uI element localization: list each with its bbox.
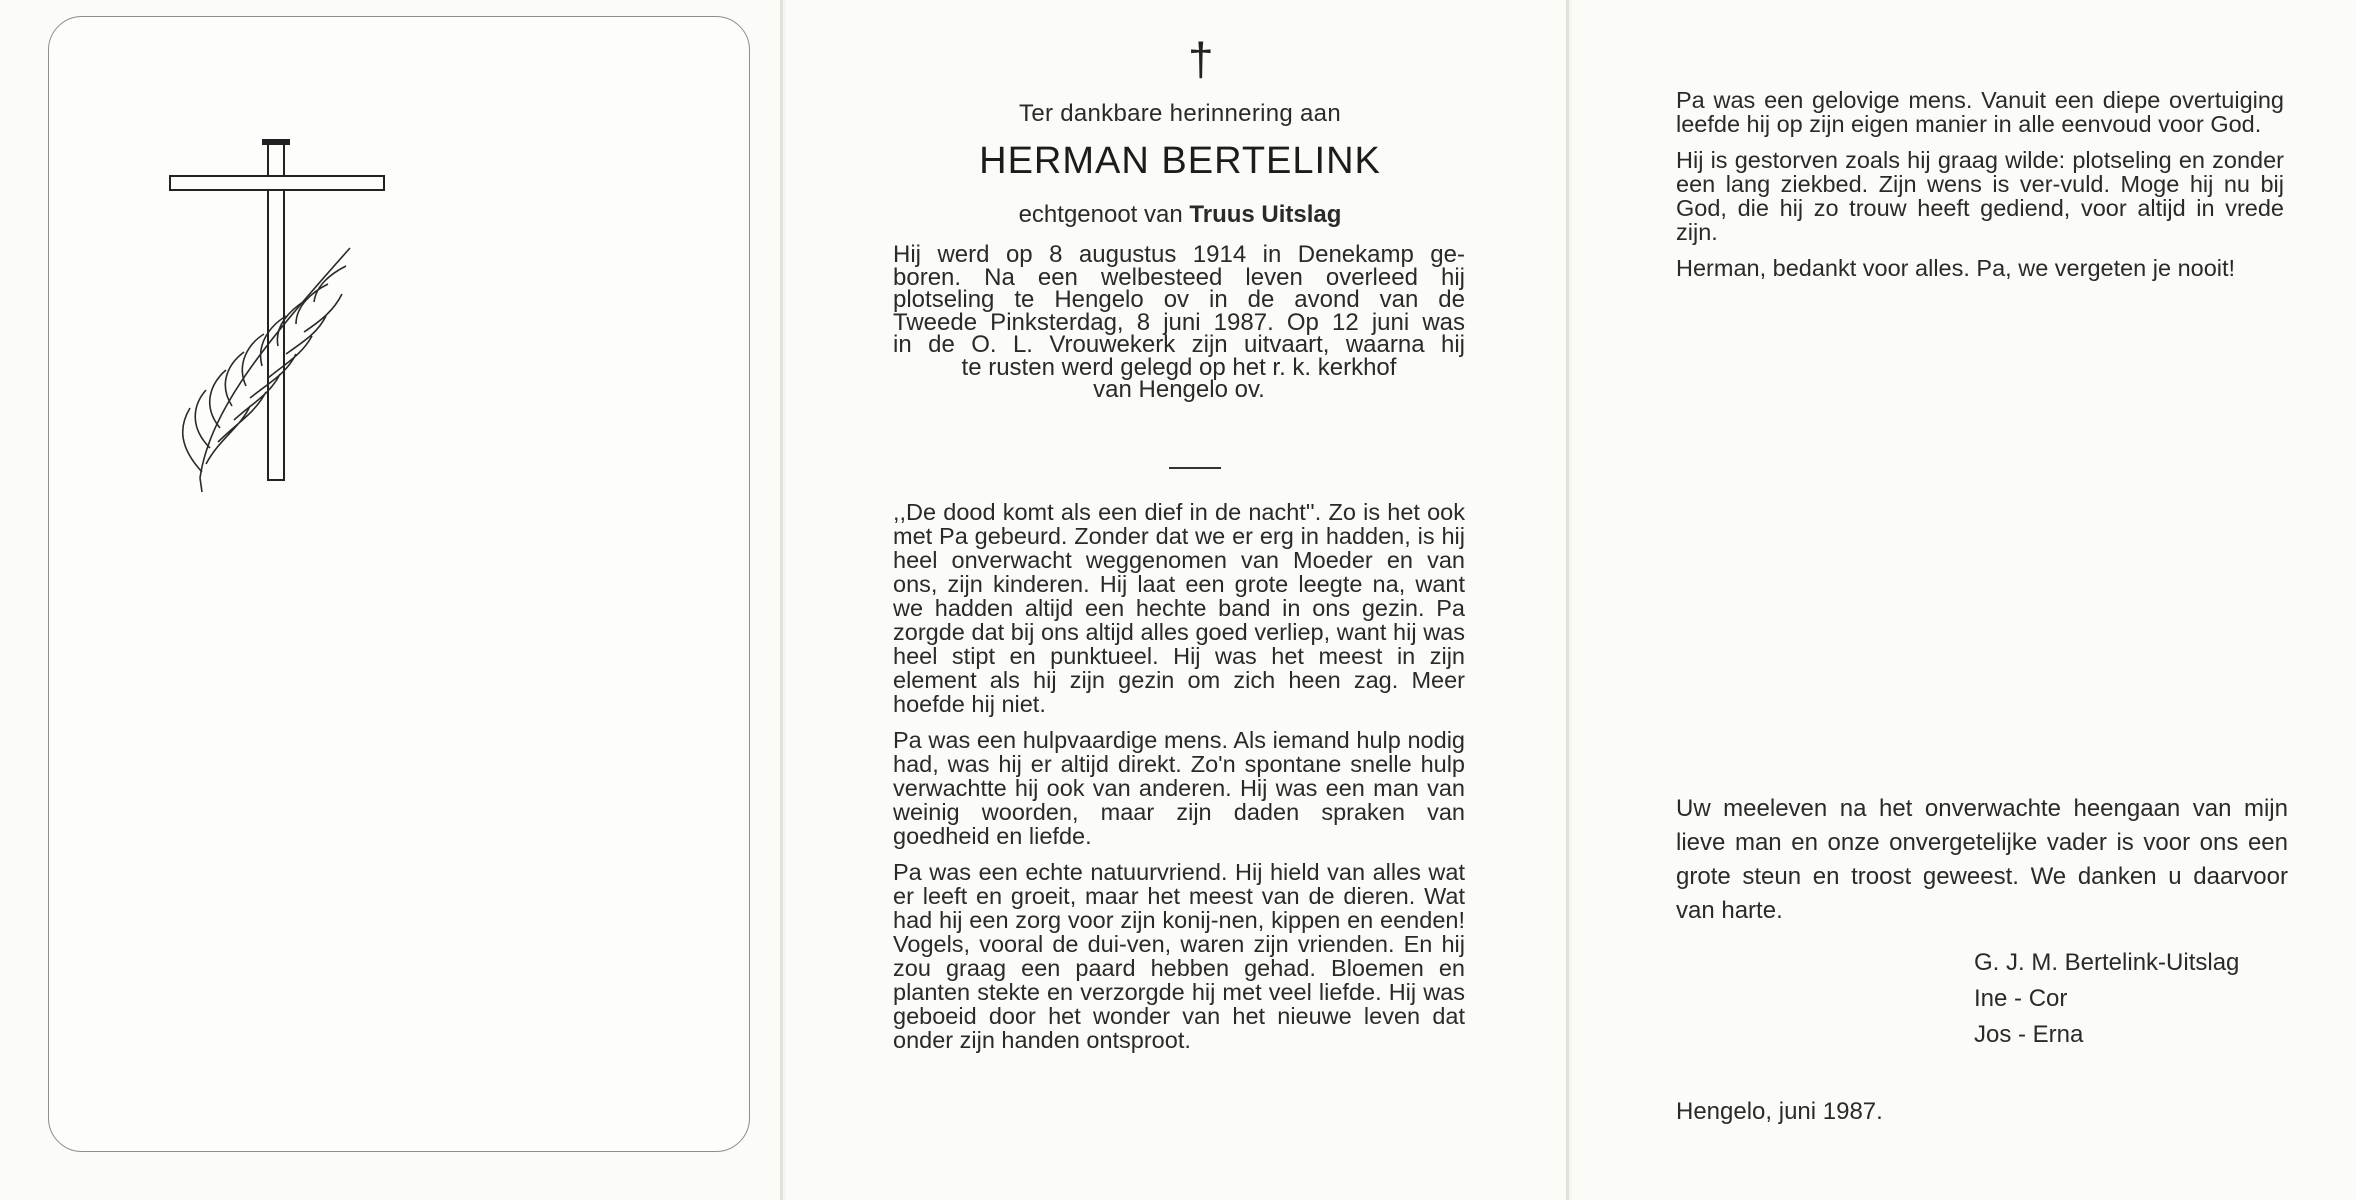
bio-line: in de O. L. Vrouwekerk zijn uitvaart, waarna hij xyxy=(893,331,1465,358)
bio-line: te rusten werd gelegd op het r. k. kerkhof xyxy=(961,353,1397,381)
cross-with-palm-icon xyxy=(120,88,400,498)
memorial-story xyxy=(893,500,1465,1064)
deceased-name: HERMAN BERTELINK xyxy=(979,140,1381,182)
faith-text xyxy=(1676,88,2284,292)
fold-line xyxy=(780,0,783,1200)
lead-text: Ter dankbare herinnering aan xyxy=(1019,100,1341,127)
story-paragraph: Pa was een hulpvaardige mens. Als iemand hulp nodig had, was hij er altijd direkt. Zo'n spontane snelle hulp verwachtte hij ook van anderen. Hij was een man van weinig woorden, maar zijn daden spraken van goedheid en liefde. xyxy=(893,727,1465,849)
story-paragraph: Pa was een echte natuurvriend. Hij hield van alles wat er leeft en groeit, maar het meest van de dieren. Wat had hij een zorg voor zijn konij-nen, kippen en eenden! Vogels, vooral de dui-ven, waren zijn vrienden. En hij zou graag een paard hebben gehad. Bloemen en planten stekte en verzorgde hij met veel liefde. Hij was geboeid door het wonder van het nieuwe leven dat onder zijn handen ontsproot. xyxy=(893,859,1465,1053)
spouse-prefix: echtgenoot van xyxy=(1018,201,1183,228)
bio-line: Tweede Pinksterdag, 8 juni 1987. Op 12 juni was xyxy=(893,308,1465,336)
bio-line: plotseling te Hengelo ov in de avond van de xyxy=(893,286,1465,313)
spouse-name: Truus Uitslag xyxy=(1189,201,1342,228)
fold-line xyxy=(1566,0,1569,1200)
story-paragraph: ,,De dood komt als een dief in de nacht''. Zo is het ook met Pa gebeurd. Zonder dat we er erg in hadden, is hij heel onverwacht weggenomen van Moeder en van ons, zijn kinderen. Hij laat een grote leegte na, want we hadden altijd een hechte band in ons gezin. Pa zorgde dat bij ons altijd alles goed verliep, want hij was heel stipt en punktueel. Hij was het meest in zijn element als hij zijn gezin om zich heen zag. Meer hoefde hij niet. xyxy=(893,499,1465,717)
biography xyxy=(893,241,1465,403)
signatory: Ine - Cor xyxy=(1974,985,2068,1012)
faith-paragraph: Herman, bedankt voor alles. Pa, we vergeten je nooit! xyxy=(1676,255,2236,281)
bio-line: van Hengelo ov. xyxy=(1093,376,1265,403)
signatory: G. J. M. Bertelink-Uitslag xyxy=(1974,949,2240,976)
signatory: Jos - Erna xyxy=(1974,1021,2084,1048)
faith-paragraph: Pa was een gelovige mens. Vanuit een diepe overtuiging leefde hij op zijn eigen manier in alle eenvoud voor God. xyxy=(1676,87,2284,137)
place-date: Hengelo, juni 1987. xyxy=(1676,1098,1883,1125)
divider xyxy=(1169,467,1221,469)
front-panel xyxy=(0,0,780,1200)
thanks-text: Uw meeleven na het onverwachte heengaan van mijn lieve man en onze onvergetelijke vader is voor ons een grote steun en troost geweest. We danken u daarvoor van harte. xyxy=(1676,795,2288,924)
dagger-cross-icon: † xyxy=(1188,33,1214,85)
faith-paragraph: Hij is gestorven zoals hij graag wilde: plotseling en zonder een lang ziekbed. Zijn wens is ver-vuld. Moge hij nu bij God, die hij zo trouw heeft gediend, voor altijd in vrede zijn. xyxy=(1676,147,2284,245)
bio-line: Hij werd op 8 augustus 1914 in Denekamp ge- xyxy=(893,241,1465,268)
bio-line: boren. Na een welbesteed leven overleed hij xyxy=(893,263,1465,291)
spouse-line xyxy=(930,201,1430,229)
